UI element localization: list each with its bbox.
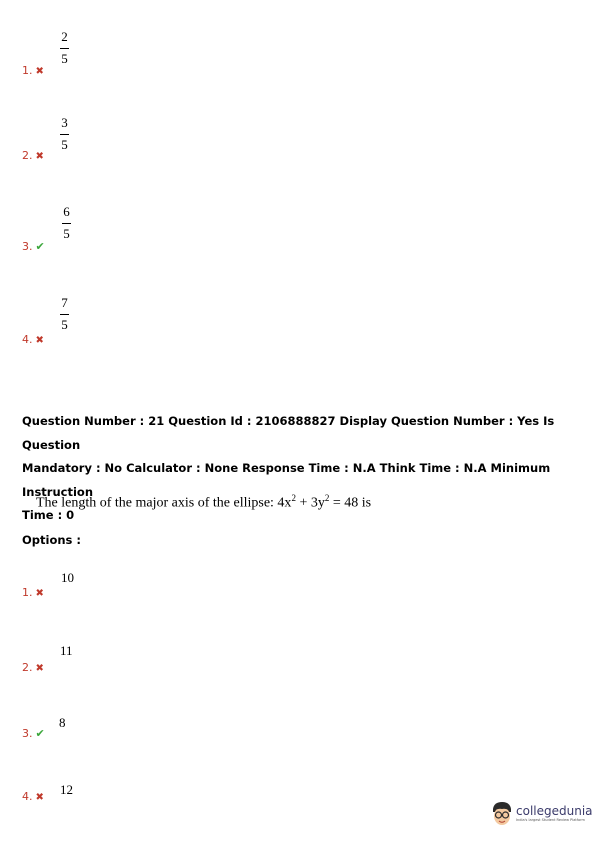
- option-value: 8: [59, 715, 66, 730]
- fraction: [60, 116, 69, 152]
- numerator: 3: [61, 115, 68, 130]
- option-value: 11: [60, 643, 73, 658]
- logo-name: collegedunia: [516, 804, 593, 818]
- fraction: [62, 205, 71, 241]
- numerator: 7: [61, 295, 68, 310]
- option-number: 1. ✖: [22, 586, 44, 599]
- denominator: 5: [63, 226, 70, 241]
- option-number: 4. ✖: [22, 790, 44, 803]
- denominator: 5: [61, 51, 68, 66]
- wrong-icon: ✖: [35, 792, 44, 803]
- fraction: [60, 30, 69, 66]
- option-value: 10: [61, 570, 74, 585]
- option-number: 3. ✔: [22, 240, 45, 253]
- question-text: The length of the major axis of the ellipse: $4x^2 + 3y^2 = 48$ is: [36, 493, 372, 511]
- check-icon: ✔: [35, 727, 45, 740]
- denominator: 5: [61, 317, 68, 332]
- numerator: 6: [63, 204, 70, 219]
- wrong-icon: ✖: [35, 66, 44, 77]
- question-meta-line: Mandatory : No Calculator : None Response Time : N.A Think Time : N.A Minimum Instruction: [22, 461, 551, 499]
- check-icon: ✔: [35, 240, 45, 253]
- fraction-bar: [60, 314, 69, 315]
- wrong-icon: ✖: [35, 588, 44, 599]
- denominator: 5: [61, 137, 68, 152]
- option-number: 2. ✖: [22, 149, 44, 162]
- wrong-icon: ✖: [35, 663, 44, 674]
- wrong-icon: ✖: [35, 151, 44, 162]
- question-meta-line: Time : 0: [22, 508, 75, 522]
- option-number: 3. ✔: [22, 727, 45, 740]
- option-value: 12: [60, 782, 73, 797]
- collegedunia-logo: [490, 800, 593, 828]
- options-label: Options :: [22, 533, 81, 547]
- logo-tagline: India's largest Student Review Platform: [516, 818, 585, 822]
- option-number: 2. ✖: [22, 661, 44, 674]
- mascot-icon: [490, 800, 514, 828]
- fraction-bar: [60, 48, 69, 49]
- fraction-bar: [60, 134, 69, 135]
- fraction-bar: [62, 223, 71, 224]
- question-meta-line: Question Number : 21 Question Id : 2106888827 Display Question Number : Yes Is Question: [22, 414, 555, 452]
- numerator: 2: [61, 29, 68, 44]
- wrong-icon: ✖: [35, 335, 44, 346]
- fraction: [60, 296, 69, 332]
- option-number: 4. ✖: [22, 333, 44, 346]
- option-number: 1. ✖: [22, 64, 44, 77]
